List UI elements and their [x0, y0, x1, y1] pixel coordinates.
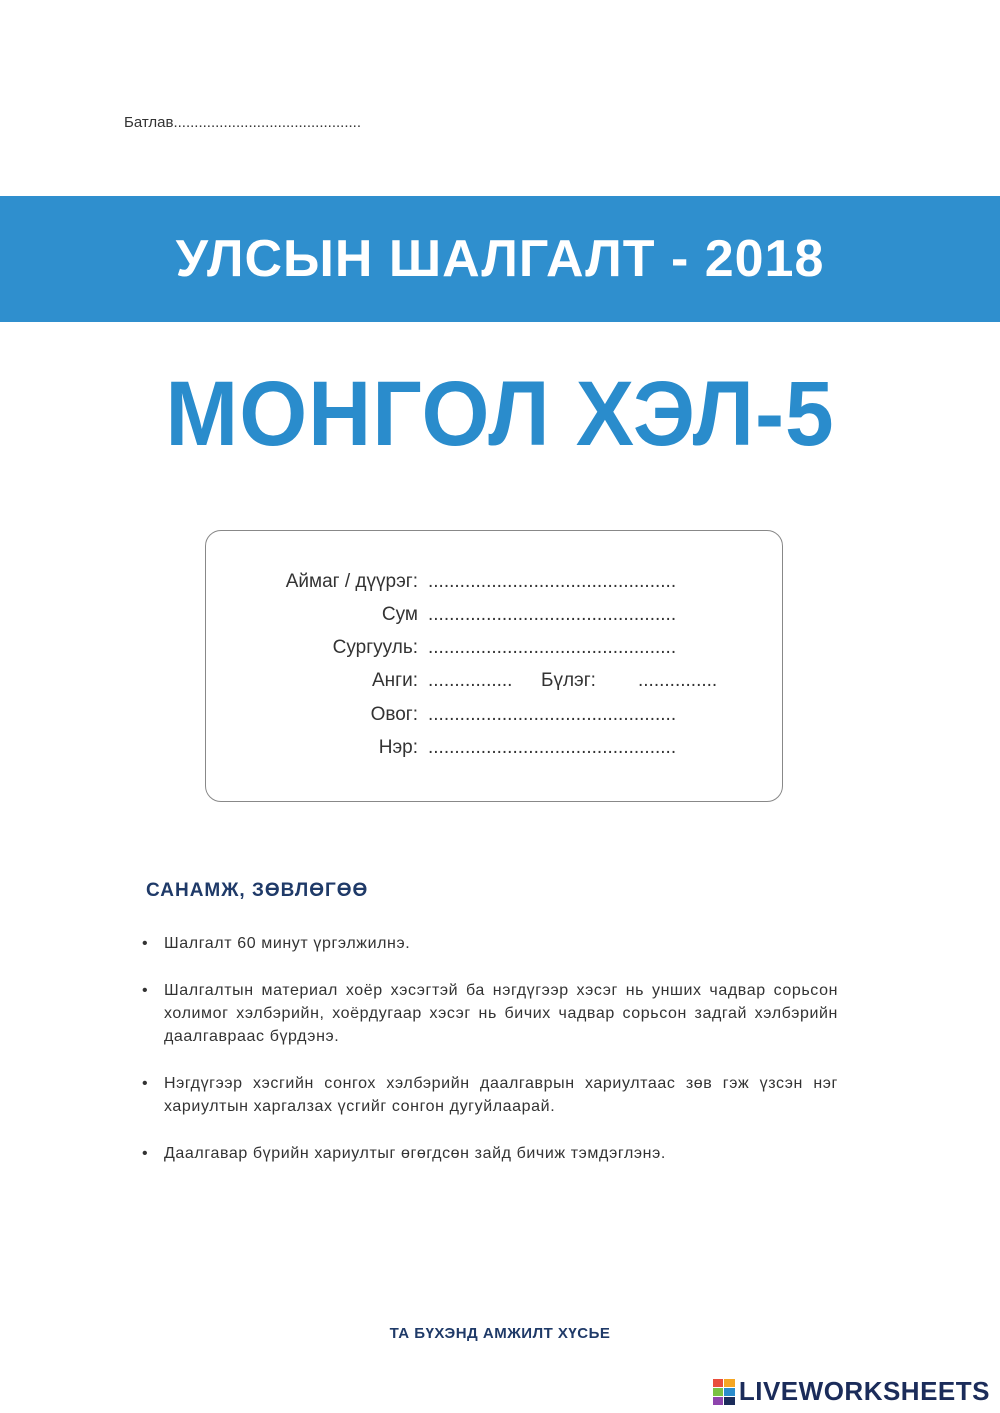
name-label: Нэр:	[378, 737, 418, 758]
exam-title: УЛСЫН ШАЛГАЛТ - 2018	[175, 230, 825, 288]
approve-line: Батлав.............................................	[124, 114, 361, 131]
subject-title: МОНГОЛ ХЭЛ-5	[165, 363, 835, 465]
brand-text: LIVEWORKSHEETS	[738, 1376, 990, 1406]
form-row-surname	[206, 704, 784, 734]
logo-square	[724, 1397, 735, 1405]
school-label: Сургууль:	[332, 637, 418, 658]
class-label: Анги:	[372, 670, 418, 691]
form-row-school	[206, 637, 784, 667]
form-row-class	[206, 670, 784, 700]
surname-label: Овог:	[370, 704, 418, 725]
group-label: Бүлэг:	[541, 670, 596, 691]
logo-square	[713, 1379, 724, 1387]
advice-item	[142, 1072, 838, 1118]
advice-list	[142, 932, 838, 1189]
bullet-icon: •	[142, 982, 149, 999]
aimag-field[interactable]: ...............................................	[428, 571, 677, 592]
group-field[interactable]: ...............	[638, 670, 718, 691]
sum-label: Сум	[381, 604, 418, 625]
advice-item-text: Шалгалт 60 минут үргэлжилнэ.	[164, 935, 411, 952]
advice-title: САНАМЖ, ЗӨВЛӨГӨӨ	[146, 880, 369, 901]
logo-square	[724, 1379, 735, 1387]
sum-field[interactable]: ...............................................	[428, 604, 677, 625]
form-row-sum	[206, 604, 784, 634]
liveworksheets-brand[interactable]	[713, 1376, 990, 1407]
advice-item-text: Даалгавар бүрийн хариултыг өгөгдсөн зайд бичиж тэмдэглэнэ.	[164, 1145, 666, 1162]
logo-square	[713, 1388, 724, 1396]
bullet-icon: •	[142, 935, 149, 952]
good-luck-footer: ТА БҮХЭНД АМЖИЛТ ХҮСЬЕ	[389, 1325, 611, 1342]
advice-item	[142, 1142, 838, 1165]
advice-item-text: Шалгалтын материал хоёр хэсэгтэй ба нэгдүгээр хэсэг нь унших чадвар сорьсон холимог хэлбэрийн, хоёрдугаар хэсэг нь бичих чадвар сорьсон задгай хэлбэрийн даалгавраас бүрдэнэ.	[164, 982, 838, 1045]
class-field[interactable]: ................	[428, 670, 513, 691]
liveworksheets-logo-icon	[713, 1379, 735, 1405]
student-info-box	[205, 530, 783, 802]
surname-field[interactable]: ...............................................	[428, 704, 677, 725]
form-row-name	[206, 737, 784, 767]
name-field[interactable]: ...............................................	[428, 737, 677, 758]
aimag-label: Аймаг / дүүрэг:	[285, 571, 418, 592]
form-row-aimag	[206, 571, 784, 601]
bullet-icon: •	[142, 1145, 149, 1162]
advice-item-text: Нэгдүгээр хэсгийн сонгох хэлбэрийн даалгаврын хариултаас зөв гэж үзсэн нэг хариултын харгалзах үсгийг сонгон дугуйлаарай.	[164, 1075, 838, 1115]
logo-square	[713, 1397, 724, 1405]
title-banner	[0, 196, 1000, 322]
logo-square	[724, 1388, 735, 1396]
advice-item	[142, 932, 838, 955]
bullet-icon: •	[142, 1075, 149, 1092]
advice-item	[142, 979, 838, 1048]
school-field[interactable]: ...............................................	[428, 637, 677, 658]
